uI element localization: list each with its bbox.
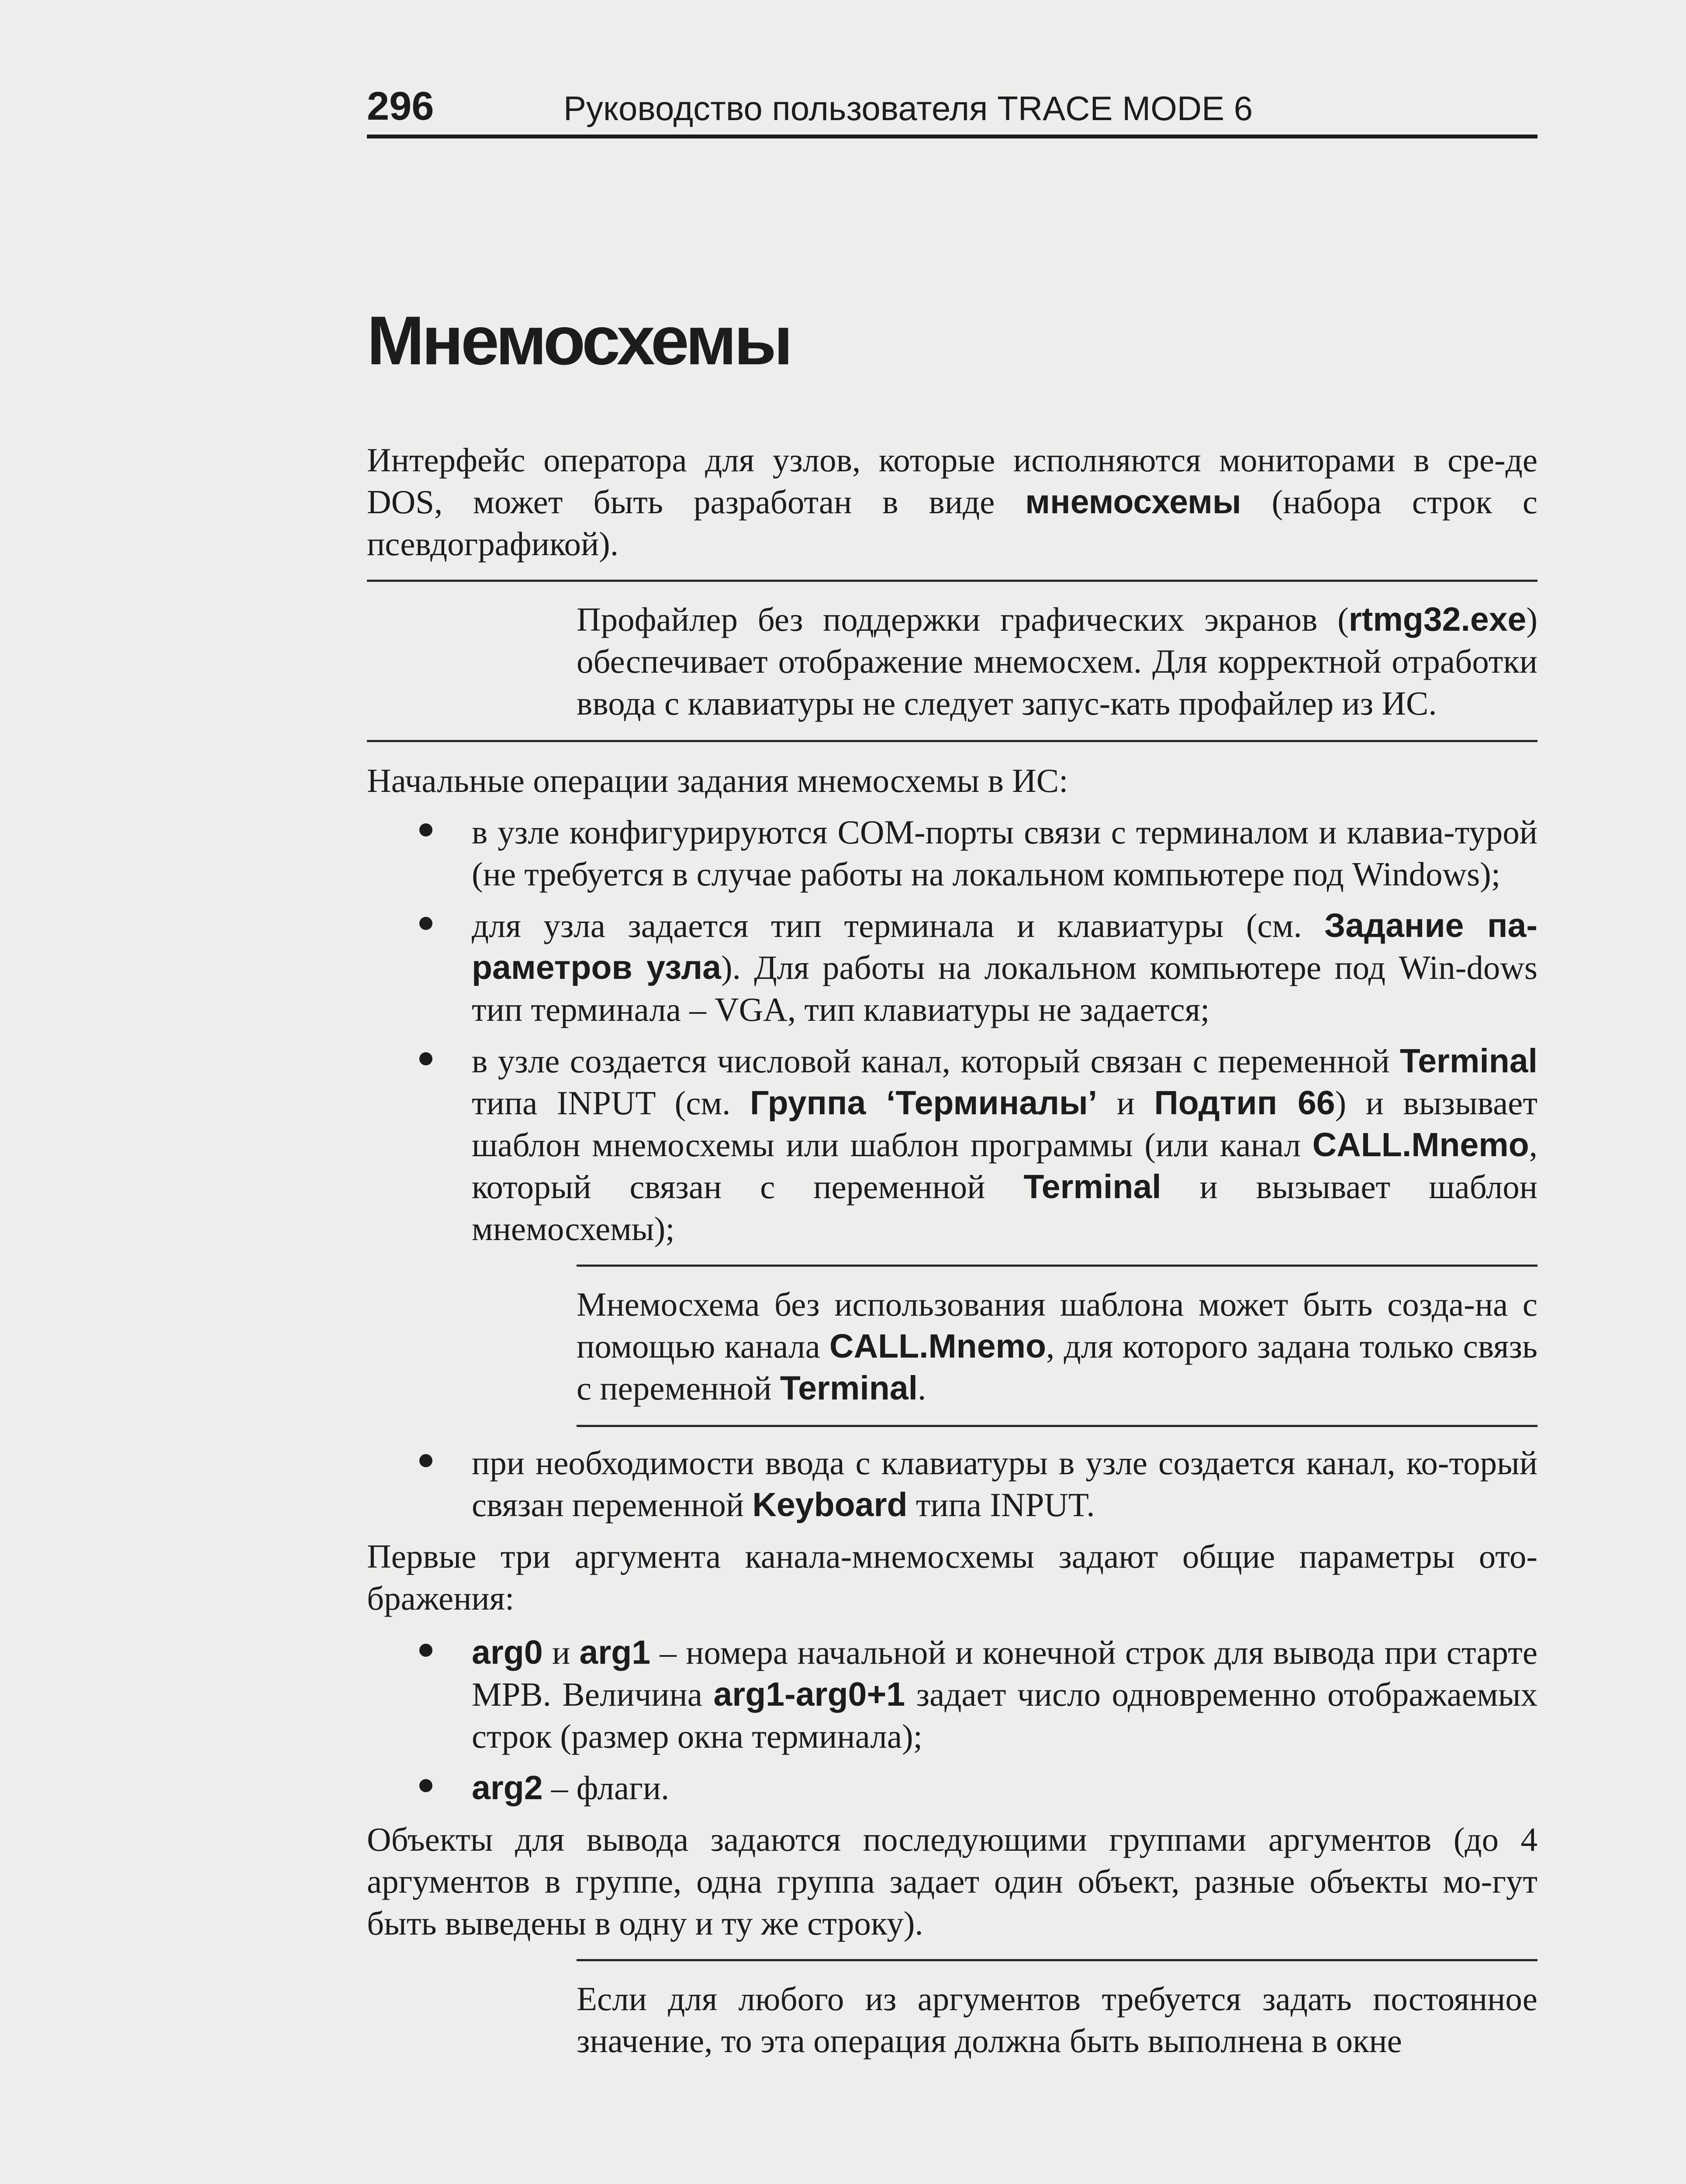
intro-paragraph [367,439,1537,565]
bold-term: Terminal [1399,1042,1537,1080]
list-item [472,1767,1537,1809]
text-run: типа INPUT. [907,1486,1095,1524]
keyboard-list [367,1442,1537,1526]
arguments-list [367,1631,1537,1809]
bold-term: мнемосхемы [1025,483,1241,521]
bold-term: CALL.Mnemo [829,1327,1047,1365]
text-run: Интерфейс оператора для узлов, которые исполняются мониторами в сре-де DOS, может быть разработан в виде [367,441,1537,521]
bold-term: Keyboard [752,1486,908,1524]
bold-term: arg0 [472,1634,543,1671]
bullet-icon [419,1644,432,1657]
list-item [472,1442,1537,1526]
text-run: ). Для работы на локальном компьютере под Win-dows тип терминала – VGA, тип клавиатуры не задается; [472,949,1537,1028]
objects-paragraph: Объекты для вывода задаются последующими группами аргументов (до 4 аргументов в группе, одна группа задает один объект, разные объекты мо-гут быть выведены в одну и ту же строку). [367,1821,1537,1942]
bullet-icon [419,1454,432,1467]
text-run: Мнемосхема без использования шаблона может быть созда-на с помощью канала [577,1286,1537,1365]
text-run: – номера начальной и конечной строк для вывода при старте МРВ. Величина [472,1634,1537,1713]
bold-term: Terminal [1023,1168,1161,1206]
bold-term: rtmg32.exe [1348,601,1527,638]
text-run: . [917,1369,926,1407]
list-item [472,1631,1537,1757]
list-item [472,1040,1537,1250]
text-run: , для которого задана только связь с переменной [577,1327,1537,1407]
running-title: Руководство пользователя TRACE MODE 6 [563,89,1253,128]
list-item [472,905,1537,1030]
arguments-intro: Первые три аргумента канала-мнемосхемы задают общие параметры ото-бражения: [367,1538,1537,1617]
bold-term: Подтип 66 [1154,1084,1335,1122]
section-title: Мнемосхемы [367,302,791,379]
text-run: – флаги. [542,1769,670,1807]
text-run: и вызывает шаблон мнемосхемы); [472,1168,1537,1248]
text-run: ) и вызывает шаблон мнемосхемы или шаблон программы (или канал [472,1084,1537,1164]
text-run: в узле создается числовой канал, который связан с переменной [472,1042,1400,1080]
bullet-icon [419,1052,432,1065]
text-run: типа INPUT (см. [472,1084,750,1122]
note-text [577,1978,1537,2062]
text-run: и [1097,1084,1154,1122]
text-run: Если для любого из аргументов требуется задать постоянное значение, то эта операция должна быть выполнена в окне [577,1980,1537,2060]
bullet-icon [419,917,432,930]
text-run: задает число одновременно отображаемых строк (размер окна терминала); [472,1676,1537,1755]
operations-list [367,811,1537,1250]
bold-term: arg1-arg0+1 [713,1676,905,1713]
note-block-mnemo [577,1265,1537,1427]
text-run: для узла задается тип терминала и клавиатуры (см. [472,907,1325,944]
operations-intro: Начальные операции задания мнемосхемы в ИС: [367,762,1068,799]
text-run: и [542,1634,580,1671]
page-content [367,301,1537,2077]
bold-term: Группа ‘Терминалы’ [750,1084,1098,1122]
bold-term: Terminal [780,1369,918,1407]
page-number: 296 [367,84,434,128]
list-item [472,811,1537,895]
text-run: в узле конфигурируются COM-порты связи с терминалом и клавиа-турой (не требуется в случае работы на локальном компьютере под Windows); [472,813,1537,893]
bullet-icon [419,823,432,836]
text-run: Профайлер без поддержки графических экранов ( [577,601,1349,638]
note-text [577,598,1537,724]
bold-term: arg1 [579,1634,651,1671]
note-block-constant [577,1959,1537,2062]
note-block-profiler [367,580,1537,742]
bold-term: Задание па-раметров узла [472,907,1537,986]
text-run: , который связан с переменной [472,1126,1537,1206]
bold-term: arg2 [472,1769,543,1807]
bold-term: CALL.Mnemo [1312,1126,1529,1164]
text-run: при необходимости ввода с клавиатуры в узле создается канал, ко-торый связан переменной [472,1444,1537,1524]
text-run: ) обеспечивает отображение мнемосхем. Для корректной отработки ввода с клавиатуры не следует запус-кать профайлер из ИС. [577,601,1537,722]
bullet-icon [419,1779,432,1792]
text-run: (набора строк с псевдографикой). [367,483,1537,563]
note-text [577,1283,1537,1409]
running-header [367,78,1537,138]
